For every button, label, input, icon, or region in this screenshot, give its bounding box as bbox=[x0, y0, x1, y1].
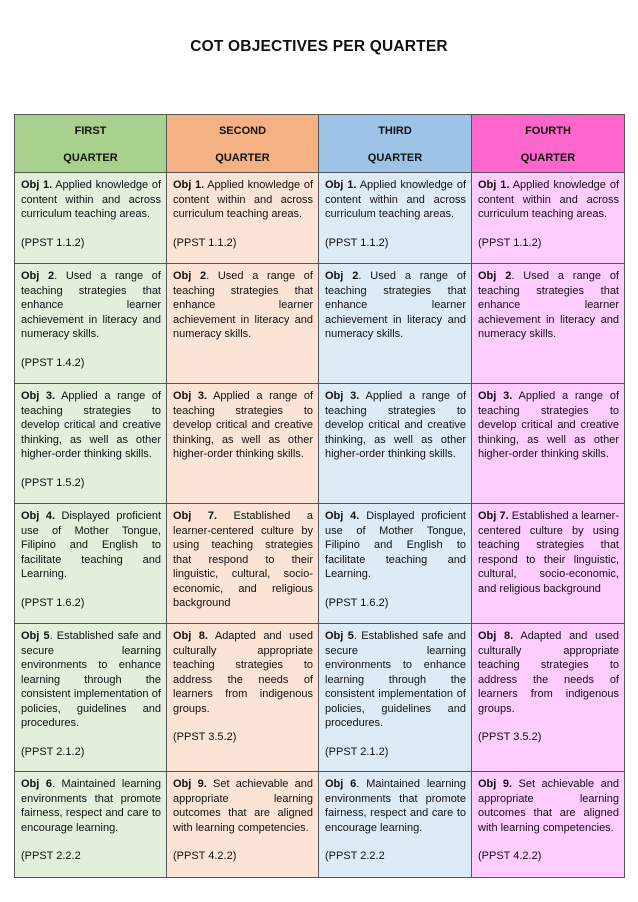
objective-text bbox=[478, 389, 619, 462]
header-line2: QUARTER bbox=[63, 152, 118, 164]
objective-description: Applied knowledge of content within and across curriculum teaching areas. bbox=[173, 179, 314, 220]
ppst-code: (PPST 2.2.2 bbox=[21, 850, 81, 862]
header-row bbox=[15, 115, 625, 173]
header-second-quarter bbox=[167, 115, 319, 173]
ppst-code: (PPST 2.1.2) bbox=[325, 745, 389, 758]
objective-description: . Used a range of teaching strategies that enhance learner achievement in literacy and numeracy skills. bbox=[325, 270, 466, 340]
ppst-code: (PPST 1.1.2) bbox=[478, 236, 542, 249]
objective-label: Obj 4. bbox=[325, 510, 360, 522]
objective-description: Adapted and used culturally appropriate teaching strategies to address the needs of learners from indigenous groups. bbox=[478, 630, 619, 715]
header-line2: QUARTER bbox=[367, 152, 423, 164]
objective-text bbox=[21, 509, 161, 582]
objective-cell bbox=[472, 504, 625, 624]
ppst-code: (PPST 2.2.2 bbox=[325, 850, 385, 862]
objective-cell bbox=[15, 504, 167, 624]
table-row bbox=[15, 264, 625, 384]
objective-text bbox=[325, 269, 466, 342]
ppst-code: (PPST 1.6.2) bbox=[325, 596, 389, 609]
objective-text bbox=[21, 269, 161, 342]
objective-text bbox=[478, 629, 619, 716]
table-row bbox=[15, 504, 625, 624]
header-line1: THIRD bbox=[378, 125, 412, 137]
objective-description: . Used a range of teaching strategies that enhance learner achievement in literacy and numeracy skills. bbox=[478, 270, 619, 340]
objective-description: . Maintained learning environments that promote fairness, respect and care to encourage learning. bbox=[21, 778, 161, 834]
header-first-quarter bbox=[15, 115, 167, 173]
objective-text bbox=[173, 269, 313, 342]
objective-label: Obj 1. bbox=[21, 179, 53, 191]
ppst-code: (PPST 4.2.2) bbox=[173, 850, 237, 862]
objective-label: Obj 3. bbox=[325, 390, 360, 402]
objective-description: Applied a range of teaching strategies to develop critical and creative thinking, as well as other higher-order thinking skills. bbox=[478, 390, 620, 460]
objective-label: Obj 1. bbox=[478, 179, 510, 191]
objective-label: Obj 4. bbox=[21, 510, 56, 522]
objective-description: . Used a range of teaching strategies that enhance learner achievement in literacy and numeracy skills. bbox=[21, 270, 161, 340]
objective-label: Obj 2 bbox=[478, 270, 512, 282]
objective-label: Obj 5 bbox=[325, 630, 354, 642]
objective-description: Set achievable and appropriate learning outcomes that are aligned with learning competencies. bbox=[173, 778, 313, 834]
objective-text bbox=[173, 629, 313, 716]
header-line1: FOURTH bbox=[525, 125, 571, 137]
table-row bbox=[15, 772, 625, 878]
objective-description: Applied a range of teaching strategies to develop critical and creative thinking, as well as other higher-order thinking skills. bbox=[21, 390, 161, 460]
objective-text bbox=[21, 178, 161, 222]
page-title: COT OBJECTIVES PER QUARTER bbox=[190, 38, 448, 55]
header-line2: QUARTER bbox=[520, 152, 576, 164]
header-line1: FIRST bbox=[74, 125, 107, 137]
objective-label: Obj 9. bbox=[478, 778, 513, 790]
objective-text bbox=[173, 509, 313, 611]
objective-cell bbox=[319, 173, 472, 264]
objective-description: Established a learner-centered culture by using teaching strategies that respond to their linguistic, cultural, socio-economic, and religious background bbox=[173, 510, 314, 609]
table-row bbox=[15, 384, 625, 504]
ppst-code: (PPST 3.5.2) bbox=[173, 731, 237, 743]
objective-description: Established a learner-centered culture by using teaching strategies that respond to their linguistic, cultural, socio-economic, and religious background bbox=[478, 510, 619, 595]
objective-label: Obj 3. bbox=[21, 390, 56, 402]
objective-cell bbox=[319, 504, 472, 624]
header-line2: QUARTER bbox=[215, 152, 270, 164]
objective-cell bbox=[472, 772, 625, 878]
ppst-code: (PPST 1.1.2) bbox=[21, 236, 85, 249]
objective-cell bbox=[167, 173, 319, 264]
objective-text bbox=[173, 178, 313, 222]
objective-text bbox=[325, 178, 466, 222]
objective-cell bbox=[167, 504, 319, 624]
objective-description: . Used a range of teaching strategies that enhance learner achievement in literacy and numeracy skills. bbox=[173, 270, 313, 340]
objective-text bbox=[21, 629, 161, 731]
objective-label: Obj 2 bbox=[21, 270, 55, 282]
ppst-code: (PPST 4.2.2) bbox=[478, 850, 542, 862]
objective-text bbox=[325, 629, 466, 731]
objective-label: Obj 3. bbox=[478, 390, 513, 402]
objective-text bbox=[478, 509, 619, 596]
objective-description: Applied knowledge of content within and across curriculum teaching areas. bbox=[21, 179, 162, 220]
table-row bbox=[15, 173, 625, 264]
objective-description: Applied a range of teaching strategies to develop critical and creative thinking, as well as other higher-order thinking skills. bbox=[173, 390, 313, 460]
objective-cell bbox=[319, 624, 472, 772]
objective-description: Applied a range of teaching strategies to develop critical and creative thinking, as well as other higher-order thinking skills. bbox=[325, 390, 467, 460]
objective-description: . Established safe and secure learning environments to enhance learning through the consistent implementation of policies, guidelines and procedures. bbox=[325, 630, 466, 729]
objective-description: Displayed proficient use of Mother Tongue, Filipino and English to facilitate teaching and Learning. bbox=[21, 510, 161, 580]
objective-label: Obj 5 bbox=[21, 630, 50, 642]
objective-cell bbox=[472, 264, 625, 384]
objective-description: Set achievable and appropriate learning outcomes that are aligned with learning competencies. bbox=[478, 778, 619, 834]
objective-description: Applied knowledge of content within and across curriculum teaching areas. bbox=[478, 179, 620, 220]
objective-cell bbox=[167, 624, 319, 772]
table-row bbox=[15, 624, 625, 772]
objective-text bbox=[173, 389, 313, 462]
objective-cell bbox=[15, 264, 167, 384]
objective-description: . Established safe and secure learning environments to enhance learning through the consistent implementation of policies, guidelines and procedures. bbox=[21, 630, 161, 729]
objective-cell bbox=[15, 624, 167, 772]
objectives-table bbox=[14, 114, 625, 878]
ppst-code: (PPST 3.5.2) bbox=[478, 731, 542, 743]
objective-label: Obj 8. bbox=[173, 630, 208, 642]
objective-cell bbox=[167, 264, 319, 384]
objective-cell bbox=[472, 173, 625, 264]
objective-cell bbox=[319, 264, 472, 384]
ppst-code: (PPST 1.1.2) bbox=[173, 236, 237, 249]
objective-label: Obj 1. bbox=[173, 179, 205, 191]
objective-description: . Maintained learning environments that promote fairness, respect and care to encourage learning. bbox=[325, 778, 466, 834]
objective-description: Applied knowledge of content within and across curriculum teaching areas. bbox=[325, 179, 467, 220]
objective-cell bbox=[319, 772, 472, 878]
header-third-quarter bbox=[319, 115, 472, 173]
objective-text bbox=[325, 509, 466, 582]
objective-text bbox=[21, 777, 161, 835]
ppst-code: (PPST 2.1.2) bbox=[21, 745, 85, 758]
objective-label: Obj 7. bbox=[173, 510, 218, 522]
ppst-code: (PPST 1.5.2) bbox=[21, 476, 85, 489]
objective-text bbox=[21, 389, 161, 462]
header-line1: SECOND bbox=[218, 125, 267, 137]
objective-cell bbox=[15, 772, 167, 878]
objective-text bbox=[478, 178, 619, 222]
objective-text bbox=[478, 777, 619, 835]
objective-label: Obj 3. bbox=[173, 390, 208, 402]
objective-label: Obj 6 bbox=[21, 778, 52, 790]
objective-label: Obj 2 bbox=[173, 270, 207, 282]
objective-label: Obj 2 bbox=[325, 270, 359, 282]
objective-label: Obj 8. bbox=[478, 630, 514, 642]
objective-label: Obj 6 bbox=[325, 778, 357, 790]
objective-cell bbox=[167, 772, 319, 878]
objective-text bbox=[325, 389, 466, 462]
objective-label: Obj 7. bbox=[478, 510, 509, 522]
ppst-code: (PPST 1.6.2) bbox=[21, 596, 85, 609]
objective-cell bbox=[167, 384, 319, 504]
objective-text bbox=[173, 777, 313, 835]
objective-text bbox=[478, 269, 619, 342]
objective-cell bbox=[319, 384, 472, 504]
objective-label: Obj 1. bbox=[325, 179, 357, 191]
objective-label: Obj 9. bbox=[173, 778, 207, 790]
ppst-code: (PPST 1.4.2) bbox=[21, 356, 85, 369]
objective-text bbox=[325, 777, 466, 835]
header-fourth-quarter bbox=[472, 115, 625, 173]
objective-cell bbox=[472, 384, 625, 504]
objective-description: Displayed proficient use of Mother Tongue, Filipino and English to facilitate teaching and Learning. bbox=[325, 510, 466, 580]
objective-cell bbox=[472, 624, 625, 772]
objective-cell bbox=[15, 384, 167, 504]
ppst-code: (PPST 1.1.2) bbox=[325, 236, 389, 249]
objective-cell bbox=[15, 173, 167, 264]
objective-description: Adapted and used culturally appropriate teaching strategies to address the needs of learners from indigenous groups. bbox=[173, 630, 313, 715]
